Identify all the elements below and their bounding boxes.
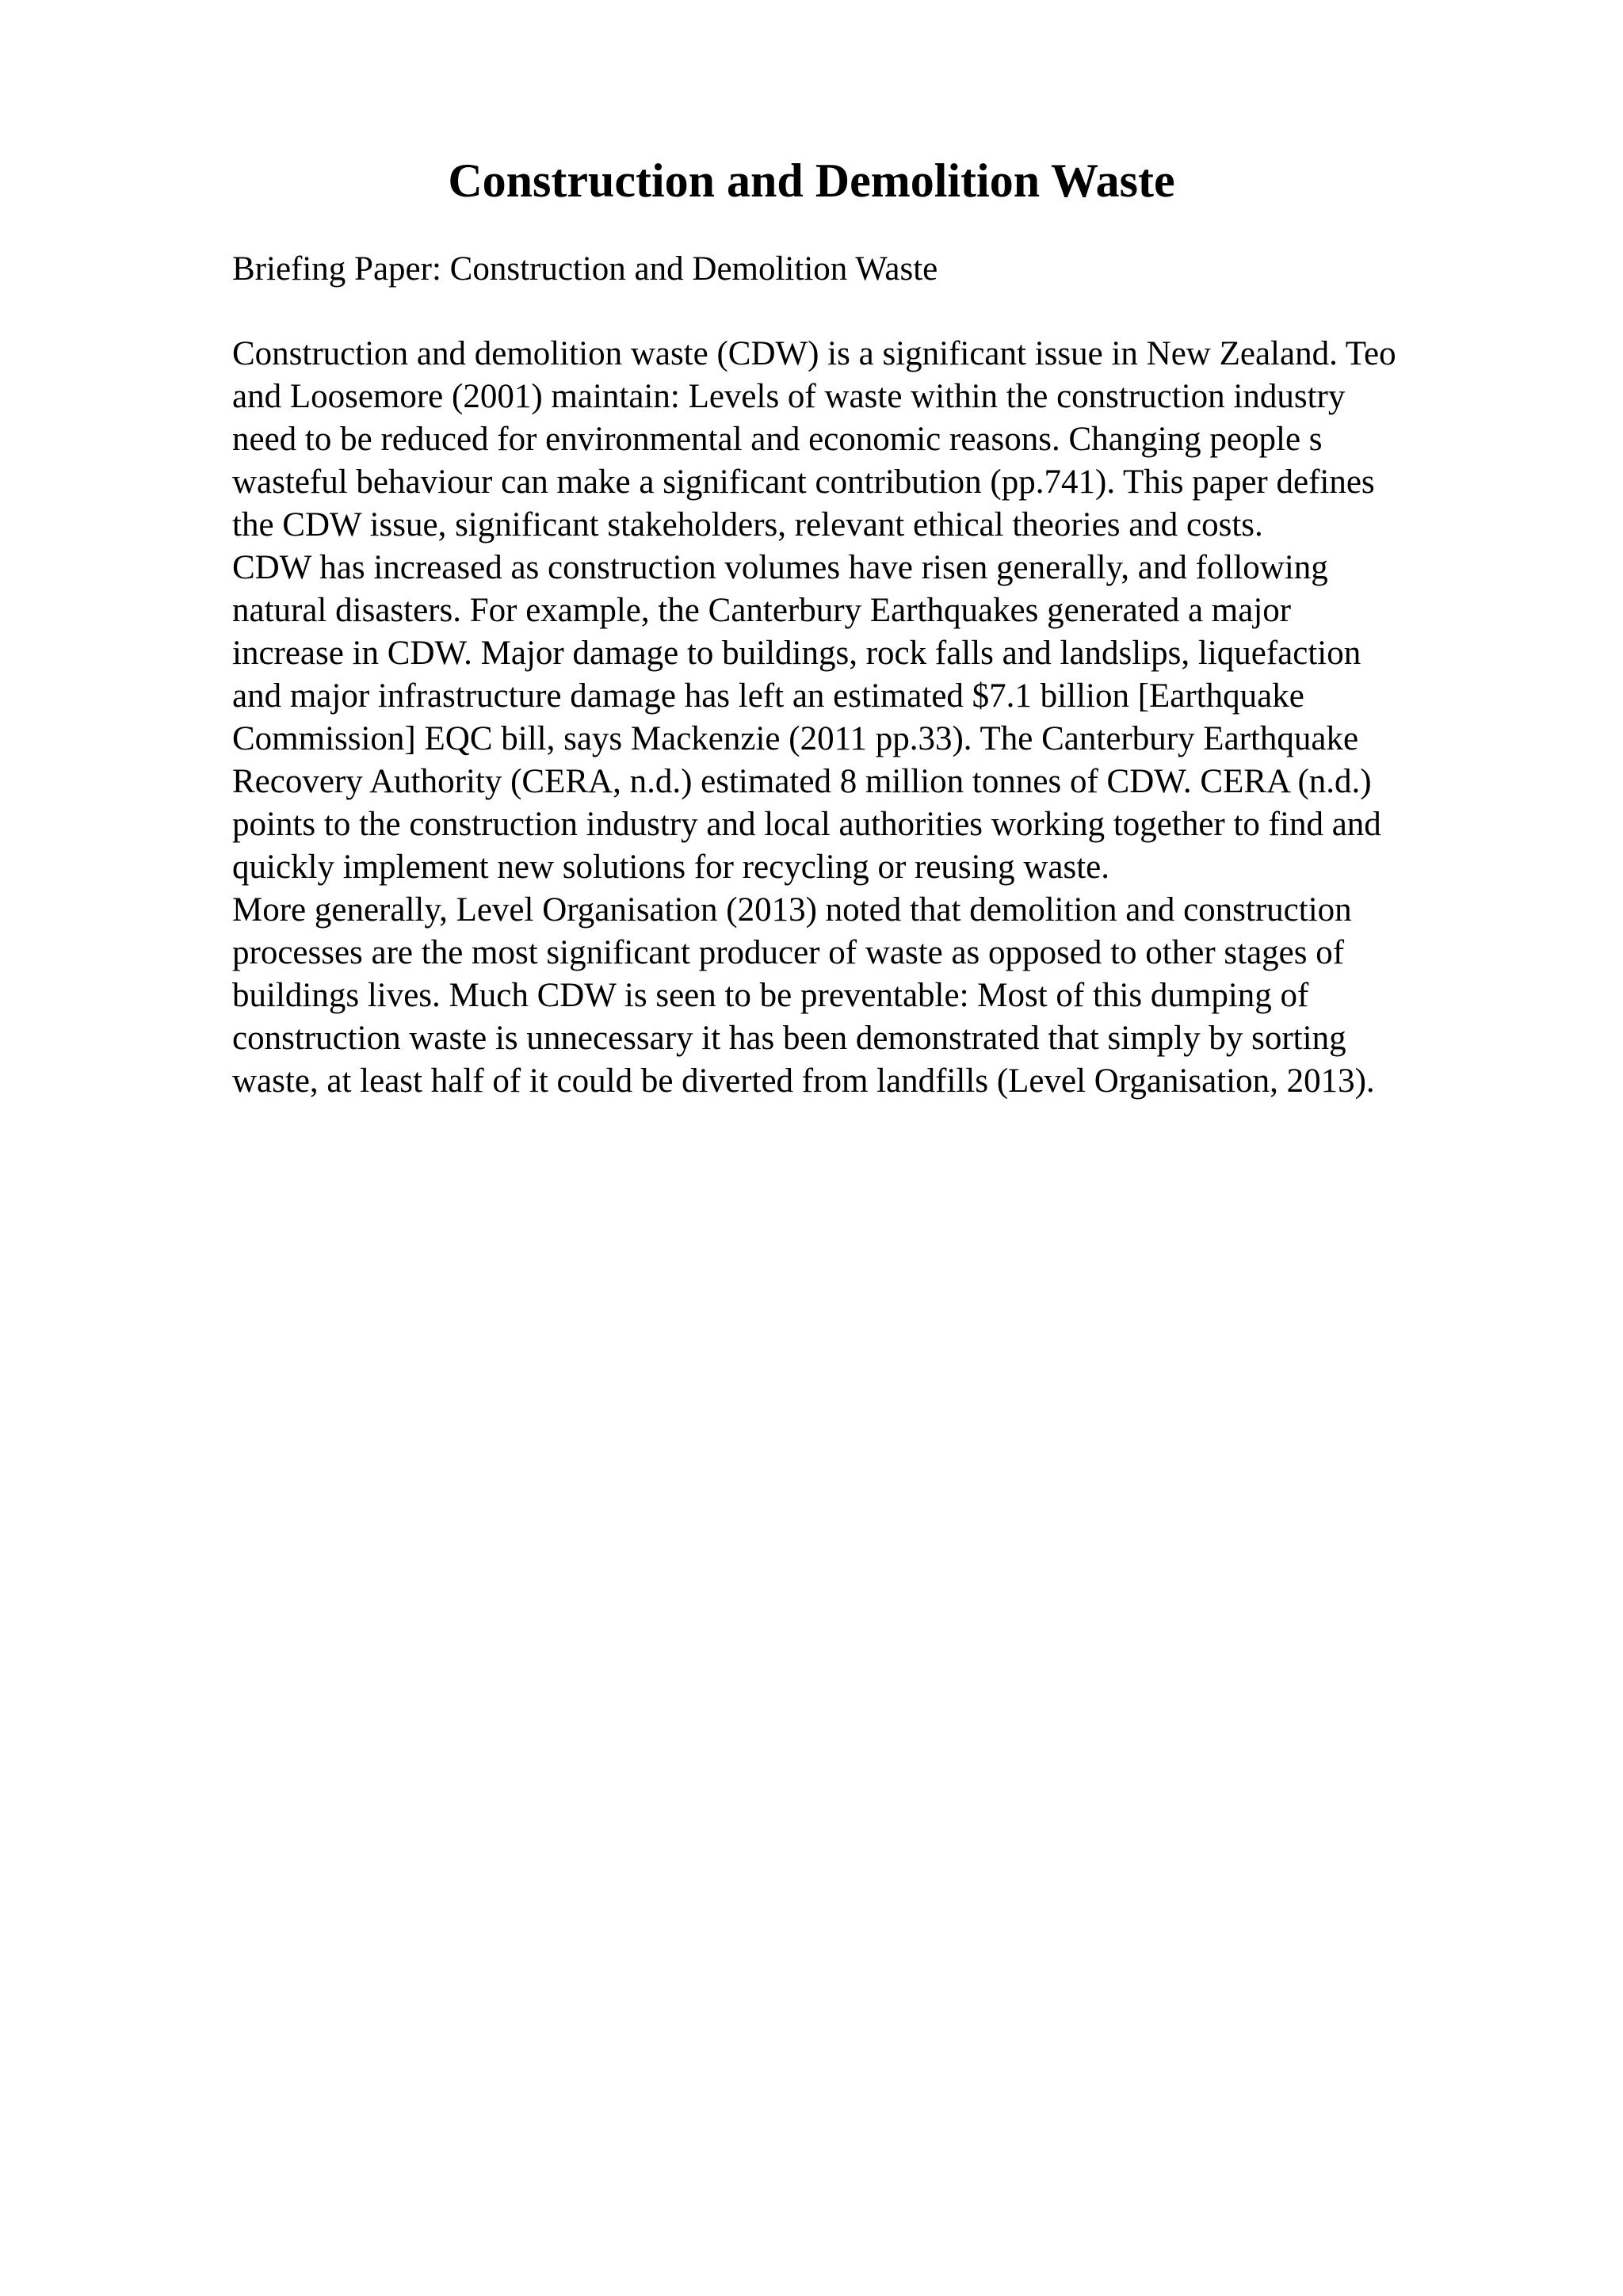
body-line: and Loosemore (2001) maintain: Levels of waste within the construction industry bbox=[232, 378, 1346, 415]
body-line: processes are the most significant producer of waste as opposed to other stages of bbox=[232, 934, 1345, 971]
body-line: construction waste is unnecessary it has been demonstrated that simply by sorting bbox=[232, 1020, 1346, 1057]
document-subtitle: Briefing Paper: Construction and Demolition Waste bbox=[232, 250, 938, 288]
body-line: points to the construction industry and local authorities working together to find and bbox=[232, 806, 1381, 843]
body-line: and major infrastructure damage has left an estimated $7.1 billion [Earthquake bbox=[232, 677, 1304, 715]
body-line: the CDW issue, significant stakeholders, relevant ethical theories and costs. bbox=[232, 506, 1263, 543]
document-body bbox=[232, 333, 1579, 1103]
body-line: More generally, Level Organisation (2013) noted that demolition and construction bbox=[232, 891, 1352, 929]
body-line: increase in CDW. Major damage to buildings, rock falls and landslips, liquefaction bbox=[232, 635, 1361, 672]
body-line: buildings lives. Much CDW is seen to be preventable: Most of this dumping of bbox=[232, 977, 1309, 1014]
body-line: waste, at least half of it could be diverted from landfills (Level Organisation, 2013). bbox=[232, 1062, 1375, 1100]
body-line: Commission] EQC bill, says Mackenzie (2011 pp.33). The Canterbury Earthquake bbox=[232, 720, 1359, 757]
body-line: quickly implement new solutions for recycling or reusing waste. bbox=[232, 849, 1109, 886]
body-line: Recovery Authority (CERA, n.d.) estimated 8 million tonnes of CDW. CERA (n.d.) bbox=[232, 763, 1372, 800]
body-line: wasteful behaviour can make a significant contribution (pp.741). This paper defines bbox=[232, 463, 1375, 501]
body-line: natural disasters. For example, the Canterbury Earthquakes generated a major bbox=[232, 592, 1292, 629]
body-line: Construction and demolition waste (CDW) is a significant issue in New Zealand. Teo bbox=[232, 335, 1396, 372]
document-title: Construction and Demolition Waste bbox=[448, 154, 1175, 207]
body-line: need to be reduced for environmental and economic reasons. Changing people s bbox=[232, 421, 1323, 458]
body-line: CDW has increased as construction volumes have risen generally, and following bbox=[232, 549, 1328, 586]
